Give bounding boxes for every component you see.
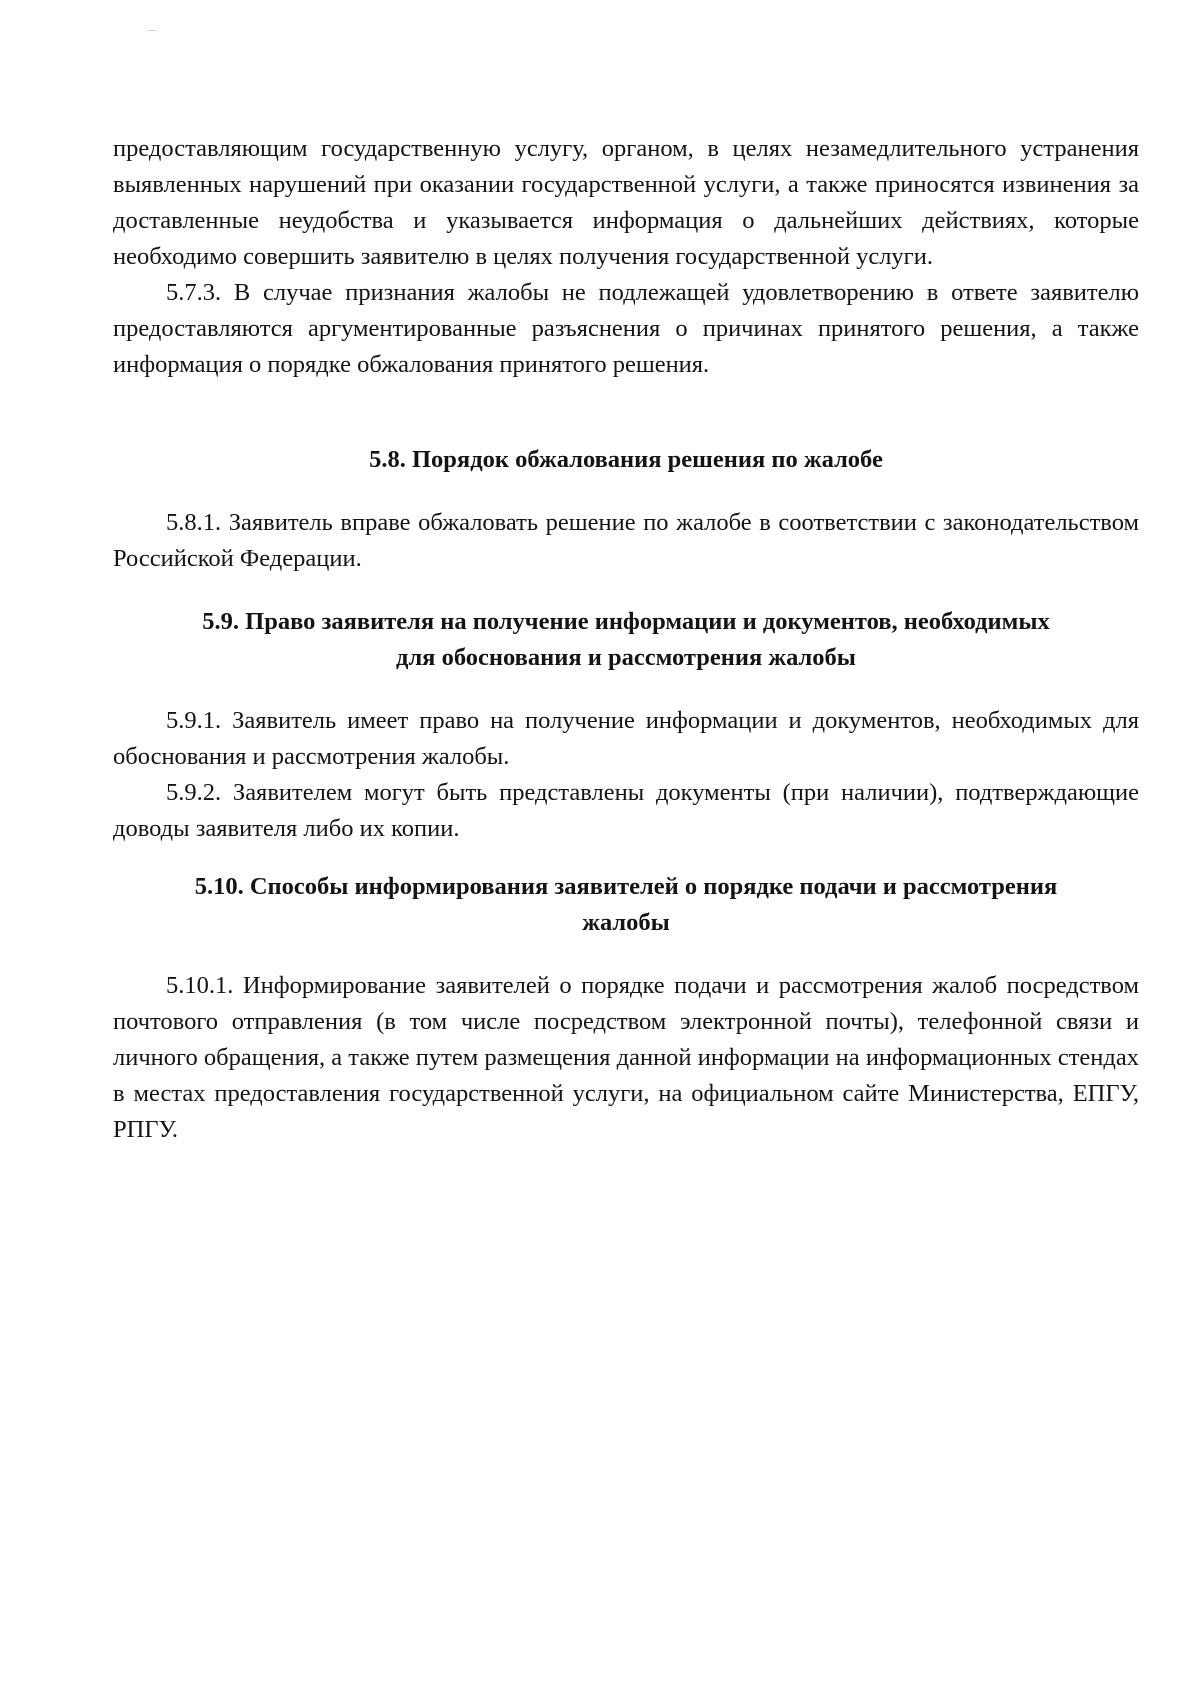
paragraph-5-10-1: 5.10.1. Информирование заявителей о порядке подачи и рассмотрения жалоб посредством почтового отправления (в том числе посредством электронной почты), телефонной связи и личного обращения, а также путем размещения данной информации на информационных стендах в местах предоставления государственной услуги, на официальном сайте Министерства, ЕПГУ, РПГУ. [113, 972, 1139, 1143]
paragraph-5-7-3: 5.7.3. В случае признания жалобы не подлежащей удовлетворению в ответе заявителю предоставляются аргументированные разъяснения о причинах принятого решения, а также информация о порядке обжалования принятого решения. [113, 279, 1139, 378]
heading-5-8: 5.8. Порядок обжалования решения по жалобе [369, 446, 883, 473]
heading-5-10-line-1: 5.10. Способы информирования заявителей о порядке подачи и рассмотрения [194, 873, 1058, 900]
document-body [113, 131, 1139, 1148]
paragraph-5-9-1: 5.9.1. Заявитель имеет право на получение информации и документов, необходимых для обоснования и рассмотрения жалобы. [113, 707, 1139, 770]
heading-5-9-line-1: 5.9. Право заявителя на получение информации и документов, необходимых [202, 608, 1050, 635]
paragraph-continuation: предоставляющим государственную услугу, органом, в целях незамедлительного устранения выявленных нарушений при оказании государственной услуги, а также приносятся извинения за доставленные неудобства и указывается информация о дальнейших действиях, которые необходимо совершить заявителю в целях получения государственной услуги. [113, 135, 1139, 270]
heading-5-10 [113, 869, 1139, 941]
scan-artifact [148, 30, 156, 31]
heading-5-10-line-2: жалобы [582, 909, 670, 936]
paragraph-5-9-2: 5.9.2. Заявителем могут быть представлены документы (при наличии), подтверждающие доводы заявителя либо их копии. [113, 779, 1139, 842]
paragraph-5-8-1: 5.8.1. Заявитель вправе обжаловать решение по жалобе в соответствии с законодательством Российской Федерации. [113, 509, 1139, 572]
heading-5-9-line-2: для обоснования и рассмотрения жалобы [396, 644, 856, 671]
heading-5-9 [113, 604, 1139, 676]
